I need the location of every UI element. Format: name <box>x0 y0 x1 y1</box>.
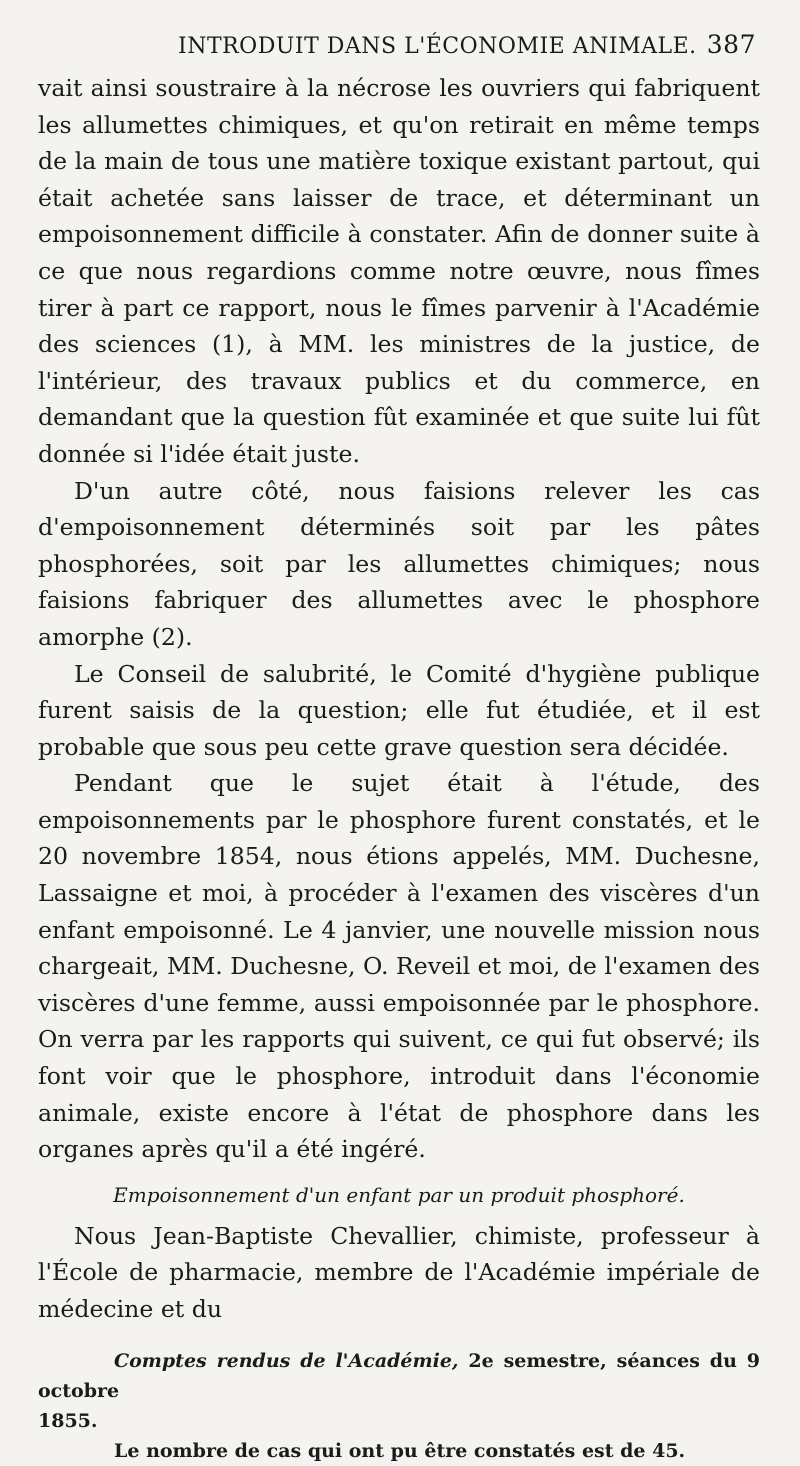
footnote-1-detail: 2e semestre, séances du 9 octobre <box>38 1349 760 1402</box>
page-number: 387 <box>706 30 756 59</box>
footnote-1-source: Comptes rendus de l'Académie, <box>114 1349 459 1372</box>
paragraph: Le Conseil de salubrité, le Comité d'hygiène publique furent saisis de la question; elle fut étudiée, et il est probable que sous peu cette grave question sera décidée. <box>38 659 760 761</box>
paragraph: Nous Jean-Baptiste Chevallier, chimiste, professeur à l'École de pharmacie, membre de l'Académie impériale de médecine et du <box>38 1221 760 1323</box>
section-title: Empoisonnement d'un enfant par un produit phosphoré. <box>113 1182 685 1207</box>
paragraph-continuation: vait ainsi soustraire à la nécrose les ouvriers qui fabriquent les allumettes chimiques, et qu'on retirait en même temps de la main de tous une matière toxique existant partout, qui était achetée sans laisser de trace, et déterminant un empoisonnement difficile à constater. Afin de donner suite à ce que nous regardions comme notre œuvre, nous fîmes tirer à part ce rapport, nous le fîmes parvenir à l'Académie des sciences (1), à MM. les ministres de la justice, de l'intérieur, des travaux publics et du commerce, en demandant que la question fût examinée et que suite lui fût donnée si l'idée était juste. <box>38 74 760 468</box>
footnotes <box>38 1346 760 1466</box>
body-text-continued <box>38 1218 760 1328</box>
book-page <box>38 30 760 1466</box>
running-title: INTRODUIT DANS L'ÉCONOMIE ANIMALE. <box>178 34 697 59</box>
paragraph: D'un autre côté, nous faisions relever les cas d'empoisonnement déterminés soit par les pâtes phosphorées, soit par les allumettes chimiques; nous faisions fabriquer des allumettes avec le phosphore amorphe (2). <box>38 476 760 651</box>
paragraph: Pendant que le sujet était à l'étude, des empoisonnements par le phosphore furent constatés, et le 20 novembre 1854, nous étions appelés, MM. Duchesne, Lassaigne et moi, à procéder à l'examen des viscères d'un enfant empoisonné. Le 4 janvier, une nouvelle mission nous chargeait, MM. Duchesne, O. Reveil et moi, de l'examen des viscères d'une femme, aussi empoisonnée par le phosphore. On verra par les rapports qui suivent, ce qui fut observé; ils font voir que le phosphore, introduit dans l'économie animale, existe encore à l'état de phosphore dans les organes après qu'il a été ingéré. <box>38 769 760 1164</box>
running-header <box>38 30 760 70</box>
footnote-2: Le nombre de cas qui ont pu être constatés est de 45. <box>114 1439 686 1462</box>
body-text <box>38 70 760 1168</box>
footnote-1 <box>38 1346 760 1406</box>
footnote-1-year: 1855. <box>38 1409 98 1432</box>
